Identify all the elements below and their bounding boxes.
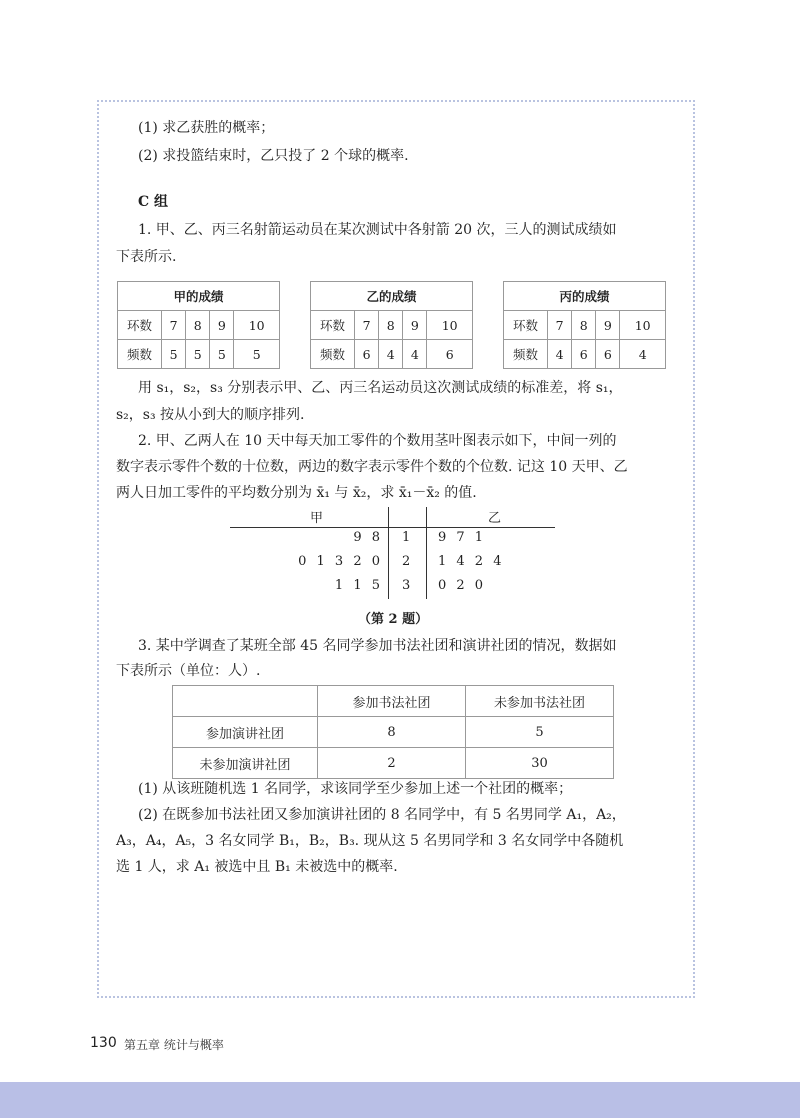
left-leaves: 0 1 3 2 0 (298, 554, 380, 569)
q1-line-b: 下表所示. (116, 249, 177, 265)
q3-sub-1: (1) 从该班随机选 1 名同学，求该同学至少参加上述一个社团的概率； (138, 781, 573, 797)
chapter-title: 第五章 统计与概率 (124, 1038, 224, 1052)
table-title: 甲的成绩 (118, 282, 280, 311)
row-label: 环数 (504, 311, 548, 340)
cell: 6 (427, 340, 473, 369)
page-number: 130 (90, 1035, 117, 1051)
cell: 4 (379, 340, 403, 369)
stem: 1 (402, 530, 411, 545)
q1-line-c: 用 s₁，s₂，s₃ 分别表示甲、乙、丙三名运动员这次测试成绩的标准差，将 s₁， (138, 380, 623, 396)
corner-cell (173, 686, 318, 717)
stem: 2 (402, 554, 411, 569)
cell: 5 (466, 717, 614, 748)
cell: 9 (596, 311, 620, 340)
group-heading: C 组 (138, 194, 169, 210)
row-label: 频数 (118, 340, 162, 369)
cell: 4 (548, 340, 572, 369)
q3-sub-2a: (2) 在既参加书法社团又参加演讲社团的 8 名同学中，有 5 名男同学 A₁，A₂， (138, 807, 626, 823)
cell: 5 (234, 340, 280, 369)
cell: 6 (355, 340, 379, 369)
cell: 2 (318, 748, 466, 779)
left-leaves: 1 1 5 (334, 578, 380, 593)
row-label: 环数 (311, 311, 355, 340)
cell: 5 (186, 340, 210, 369)
cell: 4 (620, 340, 666, 369)
cell: 9 (210, 311, 234, 340)
cell: 7 (548, 311, 572, 340)
score-table-jia (117, 281, 280, 369)
cell: 8 (318, 717, 466, 748)
stem-divider-right (426, 507, 427, 599)
cell: 4 (403, 340, 427, 369)
col-header: 参加书法社团 (318, 686, 466, 717)
stem-divider-left (388, 507, 389, 599)
row-label: 频数 (311, 340, 355, 369)
row-header: 未参加演讲社团 (173, 748, 318, 779)
q2-line-a: 2. 甲、乙两人在 10 天中每天加工零件的个数用茎叶图表示如下，中间一列的 (138, 433, 617, 449)
row-label: 环数 (118, 311, 162, 340)
q2-line-c: 两人日加工零件的平均数分别为 x̄₁ 与 x̄₂，求 x̄₁－x̄₂ 的值. (116, 485, 477, 501)
table-title: 乙的成绩 (311, 282, 473, 311)
cell: 8 (379, 311, 403, 340)
cell: 10 (620, 311, 666, 340)
col-header: 未参加书法社团 (466, 686, 614, 717)
club-table (172, 685, 614, 779)
row-header: 参加演讲社团 (173, 717, 318, 748)
q3-line-a: 3. 某中学调查了某班全部 45 名同学参加书法社团和演讲社团的情况，数据如 (138, 638, 617, 654)
cell: 5 (210, 340, 234, 369)
cell: 8 (572, 311, 596, 340)
row-label: 频数 (504, 340, 548, 369)
cell: 7 (355, 311, 379, 340)
right-leaves: 9 7 1 (438, 530, 484, 545)
right-leaves: 1 4 2 4 (438, 554, 502, 569)
header-rule (230, 527, 555, 528)
q2-line-b: 数字表示零件个数的十位数，两边的数字表示零件个数的个位数. 记这 10 天甲、乙 (116, 459, 628, 475)
left-leaves: 9 8 (353, 530, 380, 545)
right-leaves: 0 2 0 (438, 578, 484, 593)
footer-band (0, 1082, 800, 1118)
cell: 7 (162, 311, 186, 340)
q1-line-d: s₂，s₃ 按从小到大的顺序排列. (116, 407, 305, 423)
q3-line-b: 下表所示（单位：人）. (116, 663, 261, 679)
cell: 6 (596, 340, 620, 369)
score-table-yi (310, 281, 473, 369)
q3-sub-2b: A₃，A₄，A₅，3 名女同学 B₁，B₂，B₃. 现从这 5 名男同学和 3 名女同学中各随机 (116, 833, 624, 849)
cell: 8 (186, 311, 210, 340)
score-table-bing (503, 281, 666, 369)
cell: 30 (466, 748, 614, 779)
cell: 5 (162, 340, 186, 369)
table-title: 丙的成绩 (504, 282, 666, 311)
left-title: 甲 (310, 511, 324, 526)
q-prev-2: (2) 求投篮结束时，乙只投了 2 个球的概率. (138, 148, 409, 164)
stem-leaf-plot (230, 502, 555, 602)
cell: 6 (572, 340, 596, 369)
cell: 9 (403, 311, 427, 340)
cell: 10 (427, 311, 473, 340)
q-prev-1: (1) 求乙获胜的概率； (138, 120, 275, 136)
q1-line-a: 1. 甲、乙、丙三名射箭运动员在某次测试中各射箭 20 次，三人的测试成绩如 (138, 222, 617, 238)
cell: 10 (234, 311, 280, 340)
figure-caption: （第 2 题） (358, 612, 429, 627)
stem: 3 (402, 578, 411, 593)
q3-sub-2c: 选 1 人，求 A₁ 被选中且 B₁ 未被选中的概率. (116, 859, 398, 875)
right-title: 乙 (488, 511, 502, 526)
